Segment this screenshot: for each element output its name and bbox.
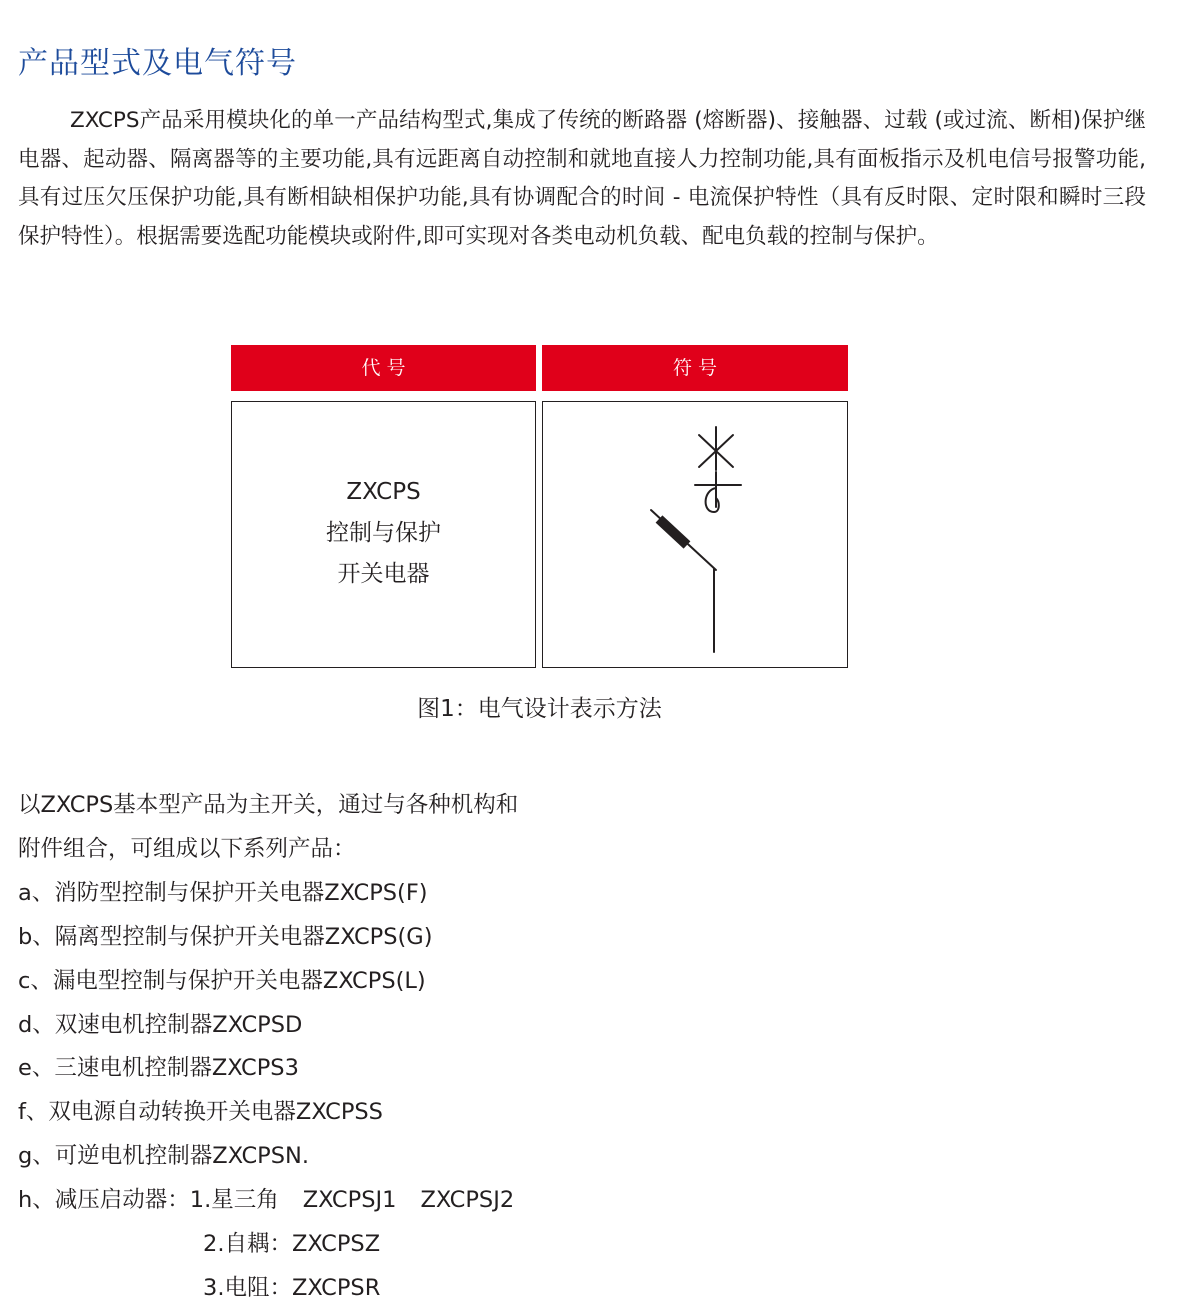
series-intro-line: 以ZXCPS基本型产品为主开关，通过与各种机构和	[18, 792, 519, 818]
code-line-name: 控制与保护	[326, 520, 441, 546]
intro-paragraph: ZXCPS产品采用模块化的单一产品结构型式,集成了传统的断路器 (熔断器)、接触器、过载 (或过流、断相)保护继电器、起动器、隔离器等的主要功能,具有远距离自动控制和就地直接人力控制功能,具有面板指示及机电信号报警功能,具有过压欠压保护功能,具有断相缺相保护功能,具有协调配合的时间 - 电流保护特性（具有反时限、定时限和瞬时三段保护特性）。根据需要选配功能模块或附件,即可实现对各类电动机负载、配电负载的控制与保护。	[18, 108, 1146, 249]
series-intro-line: 附件组合，可组成以下系列产品：	[18, 835, 356, 862]
symbol-header: 符 号	[542, 345, 848, 391]
list-item: e、三速电机控制器ZXCPS3	[18, 1055, 299, 1082]
list-item: c、漏电型控制与保护开关电器ZXCPS(L)	[18, 967, 426, 994]
list-item: f、双电源自动转换开关电器ZXCPSS	[18, 1099, 383, 1126]
series-list	[18, 784, 518, 1311]
list-item-h-sub: 2.自耦：ZXCPSZ	[203, 1231, 381, 1258]
list-item-h	[18, 1179, 518, 1223]
list-item-h-sub: 3.电阻：ZXCPSR	[203, 1274, 381, 1301]
symbol-box	[542, 401, 848, 668]
code-box	[231, 401, 536, 668]
control-protection-switch-symbol-icon	[543, 402, 849, 669]
list-item-h-model2: ZXCPSJ2	[420, 1187, 515, 1214]
code-line-model: ZXCPS	[346, 479, 421, 505]
code-line-type: 开关电器	[337, 561, 430, 587]
page-title: 产品型式及电气符号	[18, 46, 297, 81]
list-item: a、消防型控制与保护开关电器ZXCPS(F)	[18, 879, 428, 906]
list-item-h-label: h、减压启动器：1.星三角	[18, 1187, 279, 1214]
list-item: b、隔离型控制与保护开关电器ZXCPS(G)	[18, 923, 433, 950]
list-item: g、可逆电机控制器ZXCPSN.	[18, 1143, 310, 1170]
list-item: d、双速电机控制器ZXCPSD	[18, 1011, 303, 1038]
code-text	[232, 472, 535, 595]
list-item-h-model1: ZXCPSJ1	[302, 1187, 397, 1214]
code-header: 代 号	[231, 345, 536, 391]
figure-caption: 图1：电气设计表示方法	[417, 696, 662, 722]
